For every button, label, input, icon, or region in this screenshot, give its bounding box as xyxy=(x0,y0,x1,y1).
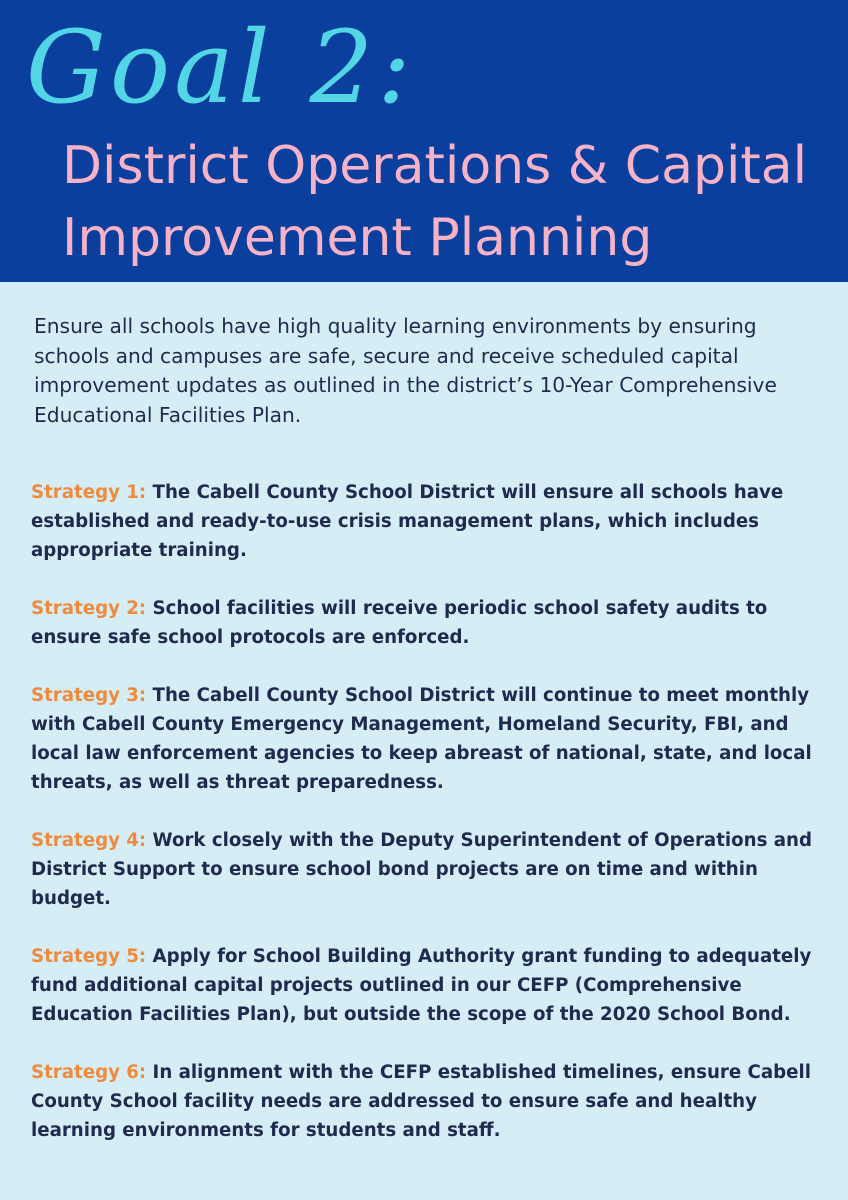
strategy-text: The Cabell County School District will ensure all schools have established and ready-to-use crisis management plans, which includes appropriate training. xyxy=(31,482,784,561)
strategy-item xyxy=(31,681,831,797)
strategy-label: Strategy 2: xyxy=(31,598,147,619)
strategy-item xyxy=(31,594,831,652)
strategy-text: Apply for School Building Authority grant funding to adequately fund additional capital projects outlined in our CEFP (Comprehensive Education Facilities Plan), but outside the scope of the 2020 School Bond. xyxy=(31,946,812,1025)
strategy-item xyxy=(31,478,831,565)
strategy-item xyxy=(31,1058,831,1145)
strategy-text: In alignment with the CEFP established timelines, ensure Cabell County School facility needs are addressed to ensure safe and healthy learning environments for students and staff. xyxy=(31,1062,811,1141)
strategy-label: Strategy 5: xyxy=(31,946,147,967)
strategy-label: Strategy 6: xyxy=(31,1062,147,1083)
strategy-text: School facilities will receive periodic school safety audits to ensure safe school protocols are enforced. xyxy=(31,598,768,648)
strategy-text: The Cabell County School District will continue to meet monthly with Cabell County Emergency Management, Homeland Security, FBI, and local law enforcement agencies to keep abreast of national, state, and local threats, as well as threat preparedness. xyxy=(31,685,812,793)
goal-title-line-1: District Operations & Capital xyxy=(62,136,808,196)
strategy-item xyxy=(31,942,831,1029)
strategy-text: Work closely with the Deputy Superintendent of Operations and District Support to ensure school bond projects are on time and within budget. xyxy=(31,830,812,909)
header-banner xyxy=(0,0,848,282)
strategy-label: Strategy 4: xyxy=(31,830,147,851)
goal-intro-paragraph: Ensure all schools have high quality learning environments by ensuring schools and campuses are safe, secure and receive scheduled capital improvement updates as outlined in the district’s 10-Year Comprehensive Educational Facilities Plan. xyxy=(34,314,777,427)
goal-title xyxy=(62,130,807,274)
strategy-label: Strategy 1: xyxy=(31,482,147,503)
goal-label: Goal 2: xyxy=(26,9,415,126)
strategy-item xyxy=(31,826,831,913)
strategy-list xyxy=(31,478,831,1174)
strategy-label: Strategy 3: xyxy=(31,685,147,706)
goal-title-line-2: Improvement Planning xyxy=(62,208,653,268)
